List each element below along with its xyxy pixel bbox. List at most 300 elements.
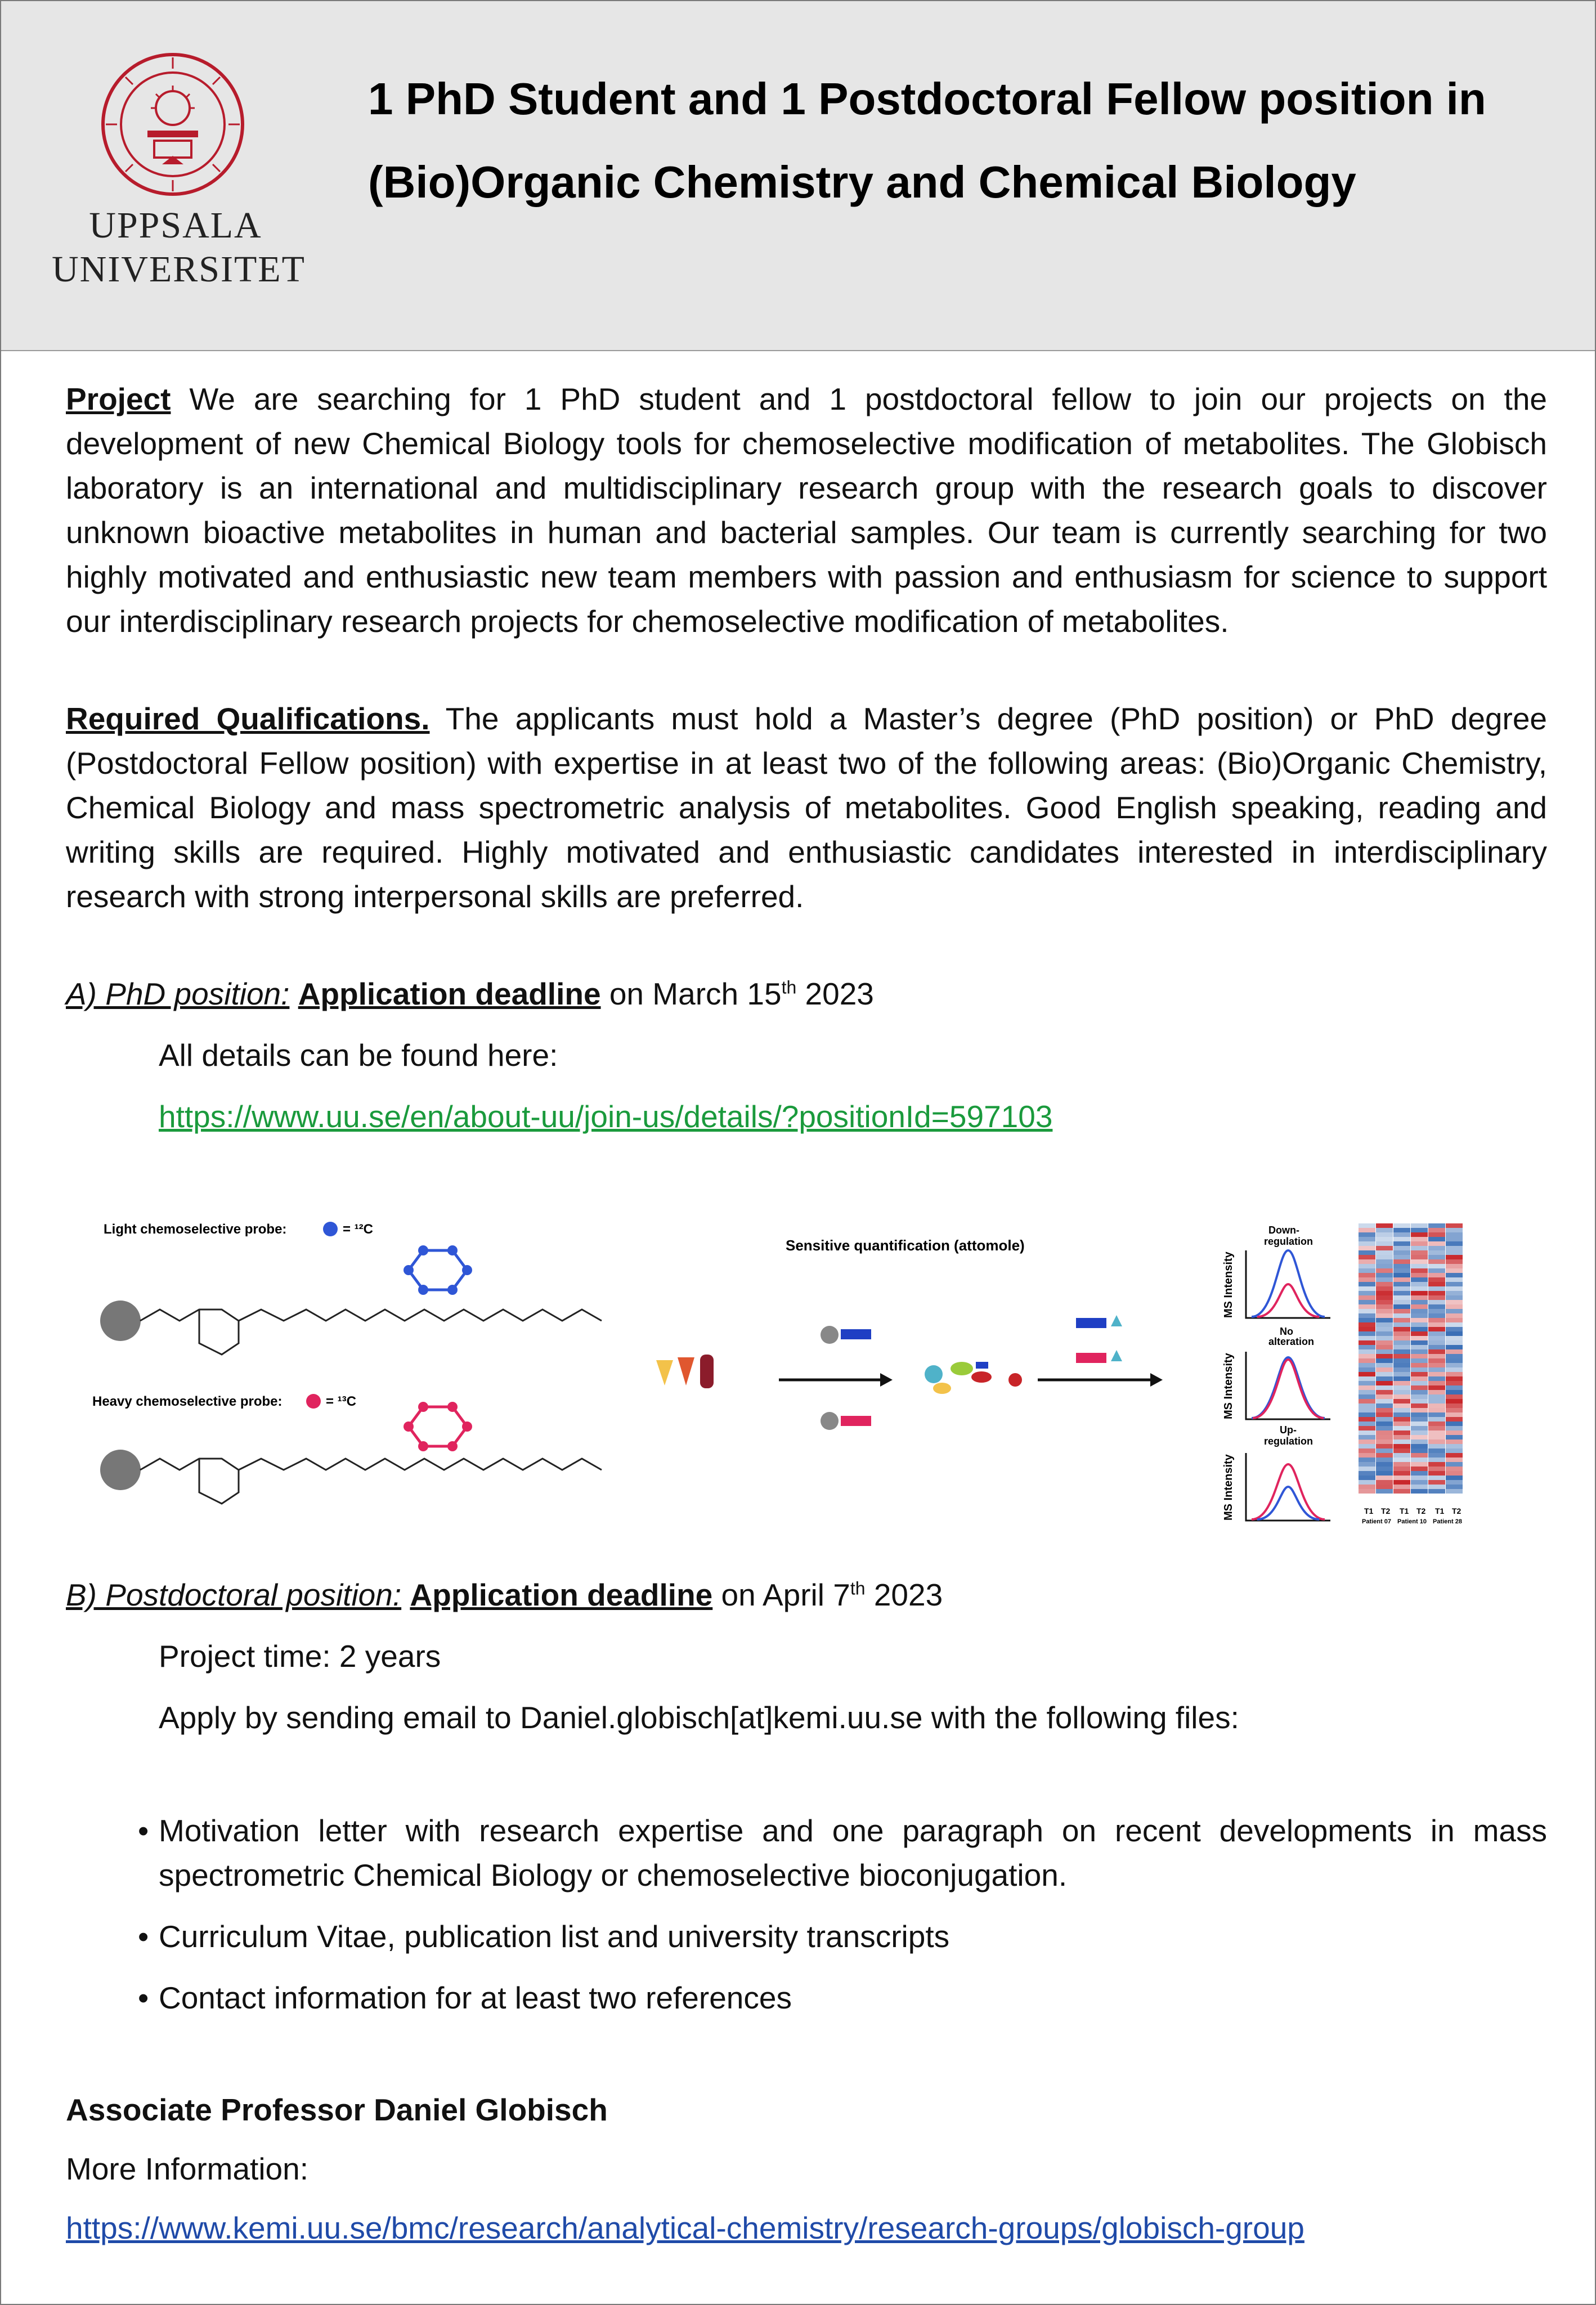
heatmap-cell: [1411, 1458, 1428, 1462]
heatmap-cell: [1411, 1255, 1428, 1259]
heatmap-cell: [1428, 1345, 1445, 1349]
heatmap-cell: [1359, 1381, 1375, 1385]
heatmap-cell: [1428, 1232, 1445, 1237]
heatmap-cell: [1359, 1399, 1375, 1403]
heatmap-cell: [1428, 1485, 1445, 1489]
light-isotope-label: = ¹²C: [343, 1222, 373, 1237]
heatmap-cell: [1446, 1327, 1463, 1331]
heatmap-cell: [1376, 1385, 1393, 1390]
heatmap-cell: [1393, 1250, 1410, 1255]
heatmap-cell: [1446, 1259, 1463, 1264]
heatmap-cell: [1428, 1295, 1445, 1300]
heatmap-cell: [1411, 1300, 1428, 1304]
main-content: [66, 371, 1547, 1139]
heatmap-cell: [1411, 1331, 1428, 1336]
heatmap-cell: [1376, 1223, 1393, 1228]
phd-details-link-wrap: [66, 1095, 1547, 1139]
heatmap-cell: [1411, 1259, 1428, 1264]
phd-position-label: A) PhD position:: [66, 976, 290, 1011]
ms-axis-label-1: MS Intensity: [1222, 1252, 1235, 1318]
heatmap-cell: [1376, 1399, 1393, 1403]
heatmap-cell: [1393, 1489, 1410, 1494]
heatmap-cell: [1428, 1322, 1445, 1327]
heavy-isotope-label: = ¹³C: [326, 1394, 356, 1409]
university-name: [52, 204, 306, 292]
heatmap-cell: [1359, 1349, 1375, 1354]
heatmap-cell: [1446, 1417, 1463, 1421]
university-name-line2: UNIVERSITET: [52, 249, 306, 290]
heatmap-cell: [1411, 1273, 1428, 1277]
heatmap-cell: [1446, 1476, 1463, 1480]
heatmap-cell: [1376, 1408, 1393, 1412]
heatmap-cell: [1411, 1309, 1428, 1313]
heatmap-cell: [1411, 1237, 1428, 1241]
heatmap-cell: [1359, 1489, 1375, 1494]
heatmap-cell: [1376, 1259, 1393, 1264]
heatmap-cell: [1376, 1237, 1393, 1241]
heatmap-cell: [1411, 1232, 1428, 1237]
heatmap-cell: [1411, 1439, 1428, 1444]
heatmap-cell: [1393, 1394, 1410, 1399]
heatmap-cell: [1393, 1480, 1410, 1485]
heatmap-cell: [1359, 1268, 1375, 1273]
postdoc-deadline-label: Application deadline: [410, 1577, 713, 1612]
heatmap-cell: [1393, 1485, 1410, 1489]
heatmap-cell: [1446, 1318, 1463, 1322]
heatmap-cell: [1411, 1358, 1428, 1363]
heatmap-cell: [1428, 1367, 1445, 1372]
heatmap-cell: [1393, 1449, 1410, 1453]
heatmap-cell: [1393, 1313, 1410, 1318]
heatmap-cell: [1376, 1453, 1393, 1458]
heatmap-cell: [1428, 1430, 1445, 1435]
heatmap-cell: [1411, 1462, 1428, 1467]
heatmap-cell: [1376, 1426, 1393, 1430]
heatmap-cell: [1411, 1228, 1428, 1232]
heatmap-cell: [1446, 1462, 1463, 1467]
heatmap-cell: [1411, 1399, 1428, 1403]
heatmap-cell: [1446, 1471, 1463, 1476]
heatmap-cell: [1393, 1327, 1410, 1331]
heatmap-cell: [1411, 1417, 1428, 1421]
heatmap-cell: [1428, 1304, 1445, 1309]
heatmap-cell: [1446, 1277, 1463, 1282]
heatmap-cell: [1446, 1367, 1463, 1372]
heatmap-cell: [1428, 1237, 1445, 1241]
heatmap-cell: [1411, 1327, 1428, 1331]
heatmap-cell: [1393, 1291, 1410, 1295]
heatmap-cell: [1359, 1467, 1375, 1471]
heatmap-cell: [1376, 1381, 1393, 1385]
heatmap-cell: [1411, 1453, 1428, 1458]
heatmap-cell: [1359, 1282, 1375, 1286]
heatmap-cell: [1428, 1309, 1445, 1313]
heatmap-cell: [1376, 1300, 1393, 1304]
qualifications-heading: Required Qualifications.: [66, 701, 430, 736]
project-text: We are searching for 1 PhD student and 1 postdoctoral fellow to join our projects on the development of new Chemical Biology tools for chemoselective modification of metabolites. The Globisch laboratory is an international and multidisciplinary research group with the research goals to discover unknown bioactive metabolites in human and bacterial samples. Our team is currently searching for two highly motivated and enthusiastic new team members with passion and enthusiasm for science to support our interdisciplinary research projects for chemoselective modification of metabolites.: [66, 382, 1547, 639]
heatmap-cell: [1376, 1394, 1393, 1399]
heatmap-cell: [1359, 1458, 1375, 1462]
heatmap-cell: [1393, 1331, 1410, 1336]
heatmap-cell: [1446, 1309, 1463, 1313]
heatmap-cell: [1393, 1345, 1410, 1349]
heatmap-cell: [1376, 1430, 1393, 1435]
phd-details-text: All details can be found here:: [159, 1038, 558, 1073]
heatmap-cell: [1428, 1255, 1445, 1259]
heatmap-cell: [1376, 1489, 1393, 1494]
heatmap-cell: [1359, 1471, 1375, 1476]
no-alteration-label: No: [1280, 1326, 1293, 1337]
heatmap-cell: [1411, 1471, 1428, 1476]
postdoc-deadline-sup: th: [850, 1578, 866, 1599]
heatmap-cell: [1359, 1286, 1375, 1291]
phd-deadline-sup: th: [781, 977, 797, 998]
heatmap-cell: [1393, 1300, 1410, 1304]
chemistry-figure: [59, 1217, 1522, 1535]
heatmap-cell: [1376, 1417, 1393, 1421]
title-line1: 1 PhD Student and 1 Postdoctoral Fellow position in: [368, 74, 1486, 124]
heatmap-cell: [1359, 1412, 1375, 1417]
heatmap-cell: [1376, 1390, 1393, 1394]
heatmap-cell: [1428, 1246, 1445, 1250]
heatmap-cell: [1393, 1467, 1410, 1471]
svg-text:Patient 28: Patient 28: [1433, 1518, 1462, 1525]
heatmap-cell: [1393, 1246, 1410, 1250]
heatmap-cell: [1376, 1304, 1393, 1309]
heatmap-cell: [1446, 1228, 1463, 1232]
heatmap-cell: [1376, 1295, 1393, 1300]
heatmap-cell: [1376, 1268, 1393, 1273]
heatmap-cell: [1446, 1304, 1463, 1309]
heatmap-cell: [1428, 1318, 1445, 1322]
heatmap-cell: [1393, 1223, 1410, 1228]
heatmap-cell: [1393, 1381, 1410, 1385]
heatmap-cell: [1411, 1430, 1428, 1435]
phd-deadline-date: on March 15: [600, 976, 782, 1011]
heatmap-cell: [1359, 1430, 1375, 1435]
heatmap-cell: [1411, 1223, 1428, 1228]
heatmap-cell: [1446, 1322, 1463, 1327]
heatmap-cell: [1359, 1462, 1375, 1467]
heatmap-cell: [1359, 1264, 1375, 1268]
heatmap-cell: [1446, 1255, 1463, 1259]
heatmap-cell: [1411, 1489, 1428, 1494]
heatmap-cell: [1376, 1471, 1393, 1476]
heatmap-cell: [1393, 1476, 1410, 1480]
heatmap-cell: [1393, 1376, 1410, 1381]
heatmap-cell: [1359, 1476, 1375, 1480]
heatmap-cell: [1393, 1430, 1410, 1435]
heatmap-cell: [1428, 1467, 1445, 1471]
heatmap-cell: [1376, 1255, 1393, 1259]
heatmap-cell: [1428, 1372, 1445, 1376]
heatmap-cell: [1411, 1250, 1428, 1255]
heatmap-cell: [1446, 1313, 1463, 1318]
heatmap-cell: [1428, 1264, 1445, 1268]
metabolite-mix-icon: [925, 1362, 1022, 1394]
heatmap-cell: [1446, 1340, 1463, 1345]
bullet-icon: •: [138, 1919, 149, 1954]
heatmap-cell: [1411, 1264, 1428, 1268]
contact-name: Associate Professor Daniel Globisch: [66, 2092, 608, 2127]
heatmap-cell: [1376, 1449, 1393, 1453]
heatmap-cell: [1411, 1241, 1428, 1246]
heatmap-cell: [1411, 1268, 1428, 1273]
heatmap-cell: [1376, 1313, 1393, 1318]
heatmap-cell: [1376, 1246, 1393, 1250]
heatmap-cell: [1428, 1363, 1445, 1367]
heatmap-cell: [1428, 1300, 1445, 1304]
heatmap-cell: [1393, 1241, 1410, 1246]
heatmap-cell: [1359, 1485, 1375, 1489]
heatmap-cell: [1411, 1345, 1428, 1349]
heatmap-cell: [1376, 1250, 1393, 1255]
heatmap-cell: [1446, 1295, 1463, 1300]
svg-text:T1: T1: [1364, 1506, 1374, 1515]
heatmap-cell: [1411, 1449, 1428, 1453]
heatmap-cell: [1428, 1390, 1445, 1394]
heatmap-cell: [1376, 1277, 1393, 1282]
heatmap-cell: [1359, 1255, 1375, 1259]
heatmap-cell: [1393, 1367, 1410, 1372]
heatmap-cell: [1393, 1408, 1410, 1412]
heatmap-cell: [1446, 1273, 1463, 1277]
heatmap-cell: [1359, 1376, 1375, 1381]
heatmap-cell: [1359, 1277, 1375, 1282]
heatmap-cell: [1359, 1300, 1375, 1304]
heatmap-cell: [1376, 1331, 1393, 1336]
university-seal-icon: [100, 52, 245, 197]
labeled-metabolites-icon: [1076, 1315, 1122, 1363]
heatmap-cell: [1393, 1354, 1410, 1358]
heatmap-cell: [1359, 1295, 1375, 1300]
more-info-link-wrap: [66, 2206, 1547, 2250]
heavy-probe-structure: [100, 1407, 602, 1504]
heatmap-cell: [1359, 1480, 1375, 1485]
heatmap-cell: [1428, 1313, 1445, 1318]
heatmap-cell: [1446, 1223, 1463, 1228]
heatmap-cell: [1359, 1309, 1375, 1313]
svg-text:Patient 10: Patient 10: [1397, 1518, 1427, 1525]
heatmap-cell: [1393, 1435, 1410, 1439]
heatmap-cell: [1359, 1250, 1375, 1255]
heavy-probe-dot: [306, 1394, 321, 1409]
heatmap-cell: [1359, 1385, 1375, 1390]
heatmap-cell: [1411, 1485, 1428, 1489]
heatmap-cell: [1393, 1232, 1410, 1237]
heatmap-cell: [1393, 1458, 1410, 1462]
heatmap-cell: [1428, 1439, 1445, 1444]
heatmap-cell: [1428, 1399, 1445, 1403]
heatmap-cell: [1359, 1358, 1375, 1363]
project-heading: Project: [66, 382, 171, 416]
heatmap-cell: [1411, 1295, 1428, 1300]
list-item: • Curriculum Vitae, publication list and university transcripts: [66, 1914, 1547, 1959]
heatmap-cell: [1376, 1264, 1393, 1268]
light-probe-structure: [100, 1250, 602, 1355]
heatmap-cell: [1411, 1426, 1428, 1430]
heatmap-cell: [1376, 1403, 1393, 1408]
quantification-label: Sensitive quantification (attomole): [786, 1237, 1025, 1254]
heatmap-cell: [1376, 1340, 1393, 1345]
heatmap-cell: [1428, 1385, 1445, 1390]
heatmap-cell: [1446, 1408, 1463, 1412]
heatmap-cell: [1428, 1223, 1445, 1228]
heatmap-cell: [1359, 1363, 1375, 1367]
postdoc-deadline-date: on April 7: [712, 1577, 850, 1612]
heatmap-cell: [1446, 1250, 1463, 1255]
heatmap-cell: [1393, 1237, 1410, 1241]
heatmap-cell: [1428, 1421, 1445, 1426]
heatmap-cell: [1411, 1291, 1428, 1295]
phd-position-line: [66, 972, 1547, 1016]
heatmap-cell: [1446, 1349, 1463, 1354]
heatmap-cell: [1393, 1295, 1410, 1300]
heatmap-cell: [1359, 1453, 1375, 1458]
heatmap-cell: [1446, 1390, 1463, 1394]
heatmap-cell: [1393, 1336, 1410, 1340]
heatmap-cell: [1359, 1259, 1375, 1264]
heatmap-cell: [1359, 1313, 1375, 1318]
heatmap-cell: [1359, 1354, 1375, 1358]
heatmap-cell: [1446, 1426, 1463, 1430]
heatmap-cell: [1376, 1439, 1393, 1444]
heatmap-cell: [1376, 1318, 1393, 1322]
heatmap-cell: [1393, 1259, 1410, 1264]
heatmap-cell: [1428, 1412, 1445, 1417]
heatmap-cell: [1393, 1277, 1410, 1282]
heatmap-cell: [1393, 1363, 1410, 1367]
heatmap-cell: [1359, 1408, 1375, 1412]
svg-text:alteration: alteration: [1268, 1336, 1315, 1347]
heatmap-cell: [1446, 1399, 1463, 1403]
heatmap-cell: [1393, 1264, 1410, 1268]
heatmap-cell: [1393, 1309, 1410, 1313]
heatmap-cell: [1393, 1439, 1410, 1444]
heatmap: [1359, 1223, 1463, 1494]
university-logo: [52, 52, 306, 299]
heatmap-cell: [1428, 1462, 1445, 1467]
heatmap-cell: [1446, 1282, 1463, 1286]
list-item: • Contact information for at least two references: [66, 1976, 1547, 2020]
heatmap-cell: [1359, 1304, 1375, 1309]
heatmap-cell: [1393, 1273, 1410, 1277]
postdoc-position-label: B) Postdoctoral position:: [66, 1577, 402, 1612]
heatmap-cell: [1446, 1358, 1463, 1363]
heatmap-cell: [1428, 1435, 1445, 1439]
heatmap-cell: [1376, 1462, 1393, 1467]
heatmap-cell: [1428, 1403, 1445, 1408]
svg-text:T2: T2: [1381, 1506, 1391, 1515]
heatmap-cell: [1428, 1340, 1445, 1345]
heatmap-cell: [1393, 1349, 1410, 1354]
bullet-icon: •: [138, 1980, 149, 2015]
heatmap-cell: [1411, 1246, 1428, 1250]
heatmap-cell: [1428, 1381, 1445, 1385]
heatmap-cell: [1359, 1449, 1375, 1453]
phd-deadline-label: Application deadline: [298, 976, 601, 1011]
heatmap-cell: [1359, 1237, 1375, 1241]
heatmap-cell: [1393, 1255, 1410, 1259]
heatmap-cell: [1411, 1318, 1428, 1322]
heatmap-cell: [1446, 1246, 1463, 1250]
heatmap-cell: [1376, 1291, 1393, 1295]
down-regulation-label: Down-: [1268, 1225, 1299, 1236]
heatmap-cell: [1376, 1421, 1393, 1426]
heatmap-cell: [1428, 1336, 1445, 1340]
more-info-label: More Information:: [66, 2151, 309, 2186]
heatmap-cell: [1376, 1336, 1393, 1340]
bullet-icon: •: [138, 1813, 149, 1848]
svg-text:T1: T1: [1400, 1506, 1409, 1515]
heatmap-cell: [1428, 1277, 1445, 1282]
heatmap-cell: [1359, 1345, 1375, 1349]
heatmap-cell: [1376, 1435, 1393, 1439]
svg-text:regulation: regulation: [1264, 1436, 1313, 1447]
svg-text:regulation: regulation: [1264, 1236, 1313, 1247]
heatmap-cell: [1446, 1300, 1463, 1304]
heatmap-cell: [1411, 1408, 1428, 1412]
heatmap-cell: [1411, 1376, 1428, 1381]
heatmap-cell: [1393, 1322, 1410, 1327]
heatmap-cell: [1446, 1485, 1463, 1489]
phd-details-link[interactable]: https://www.uu.se/en/about-uu/join-us/details/?positionId=597103: [159, 1099, 1053, 1134]
ms-panels: [1222, 1225, 1314, 1521]
heatmap-cell: [1393, 1471, 1410, 1476]
heatmap-cell: [1428, 1354, 1445, 1358]
heatmap-cell: [1359, 1331, 1375, 1336]
header-banner: [1, 1, 1595, 351]
heatmap-cell: [1428, 1476, 1445, 1480]
heatmap-cell: [1359, 1246, 1375, 1250]
heatmap-cell: [1428, 1480, 1445, 1485]
heatmap-cell: [1446, 1264, 1463, 1268]
heatmap-cell: [1359, 1426, 1375, 1430]
heatmap-cell: [1359, 1439, 1375, 1444]
phd-deadline-year: 2023: [796, 976, 874, 1011]
up-regulation-label: Up-: [1280, 1424, 1297, 1436]
group-website-link[interactable]: https://www.kemi.uu.se/bmc/research/analytical-chemistry/research-groups/globisch-group: [66, 2210, 1304, 2245]
heatmap-cell: [1376, 1282, 1393, 1286]
heatmap-cell: [1376, 1458, 1393, 1462]
heatmap-cell: [1446, 1394, 1463, 1399]
heatmap-cell: [1393, 1399, 1410, 1403]
heatmap-cell: [1411, 1336, 1428, 1340]
heatmap-cell: [1393, 1304, 1410, 1309]
heatmap-cell: [1411, 1354, 1428, 1358]
heatmap-cell: [1376, 1345, 1393, 1349]
heatmap-cell: [1393, 1412, 1410, 1417]
probe-tags: [821, 1326, 871, 1430]
heatmap-cell: [1428, 1291, 1445, 1295]
heatmap-cell: [1393, 1228, 1410, 1232]
university-name-line1: UPPSALA: [89, 205, 262, 246]
heatmap-cell: [1376, 1480, 1393, 1485]
svg-text:T2: T2: [1452, 1506, 1461, 1515]
heatmap-cell: [1446, 1439, 1463, 1444]
heatmap-cell: [1411, 1340, 1428, 1345]
heatmap-cell: [1359, 1417, 1375, 1421]
heatmap-cell: [1428, 1241, 1445, 1246]
heatmap-cell: [1376, 1358, 1393, 1363]
heatmap-cell: [1446, 1412, 1463, 1417]
heatmap-cell: [1376, 1485, 1393, 1489]
heatmap-cell: [1428, 1489, 1445, 1494]
heatmap-cell: [1446, 1435, 1463, 1439]
heatmap-cell: [1428, 1449, 1445, 1453]
heatmap-cell: [1359, 1390, 1375, 1394]
heatmap-cell: [1411, 1394, 1428, 1399]
